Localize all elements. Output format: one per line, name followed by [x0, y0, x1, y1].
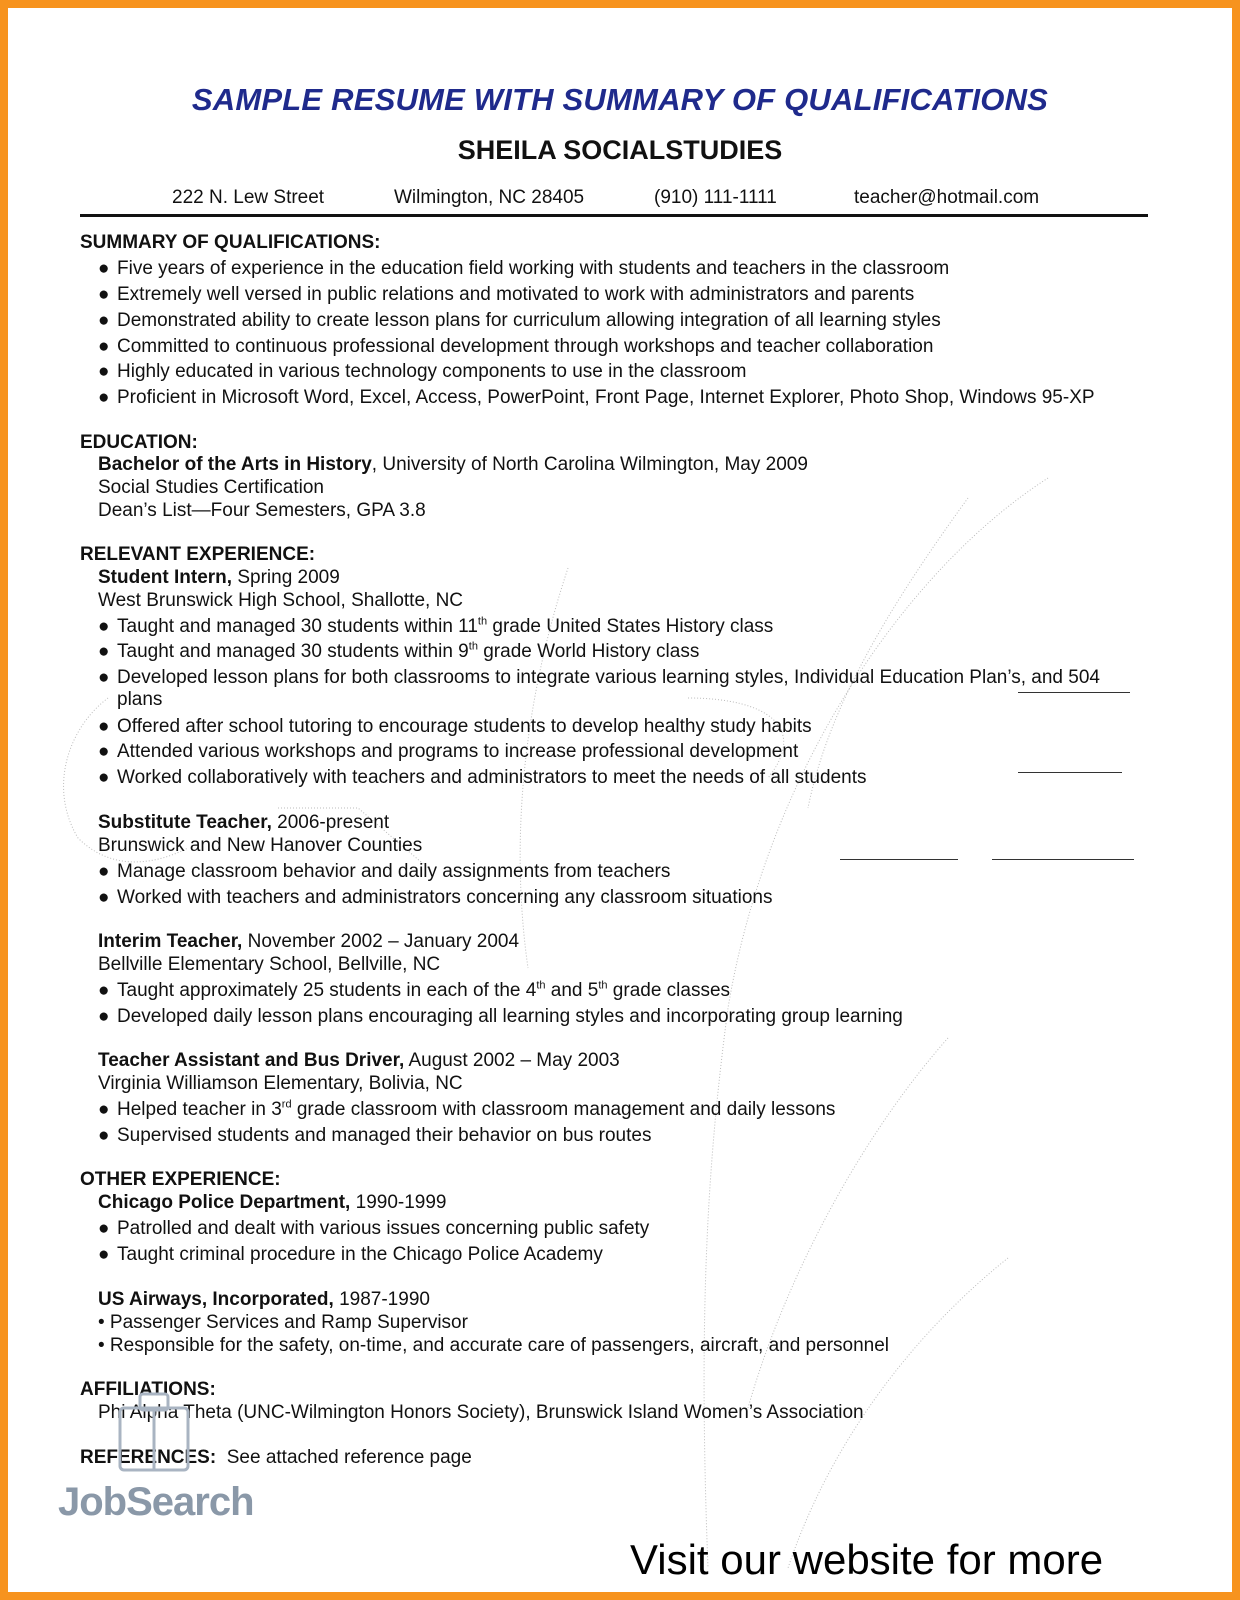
summary-bullet: ● Five years of experience in the education field working with students and teachers in the classroom: [98, 258, 950, 279]
decor-line: [992, 859, 1134, 860]
bullet-icon: ●: [98, 887, 110, 908]
contact-email[interactable]: teacher@hotmail.com: [854, 187, 1040, 208]
job-bullet: ● Taught approximately 25 students in each of the 4th and 5th grade classes: [98, 979, 731, 1001]
other-heading: OTHER EXPERIENCE:: [80, 1169, 281, 1190]
job-bullet-continuation: plans: [117, 689, 163, 710]
job-title: US Airways, Incorporated, 1987-1990: [98, 1289, 430, 1310]
visit-website-banner[interactable]: Visit our website for more: [630, 1536, 1104, 1583]
education-degree: Bachelor of the Arts in History, University of North Carolina Wilmington, May 2009: [98, 454, 808, 475]
bullet-icon: ●: [98, 310, 110, 331]
candidate-name: SHEILA SOCIALSTUDIES: [457, 135, 783, 165]
bullet-icon: ●: [98, 980, 110, 1001]
job-bullet: ● Manage classroom behavior and daily assignments from teachers: [98, 861, 671, 882]
bullet-icon: ●: [98, 258, 110, 279]
bullet-icon: ●: [98, 1244, 110, 1265]
bullet-icon: ●: [98, 1099, 110, 1120]
contact-city: Wilmington, NC 28405: [394, 187, 585, 208]
job-place: Virginia Williamson Elementary, Bolivia, NC: [98, 1073, 463, 1094]
decor-line: [1018, 692, 1130, 693]
bullet-icon: ●: [98, 667, 110, 688]
job-bullet: ● Patrolled and dealt with various issues concerning public safety: [98, 1218, 650, 1239]
job-bullet: ● Taught and managed 30 students within 11th grade United States History class: [98, 615, 774, 637]
affiliations-heading: AFFILIATIONS:: [80, 1379, 216, 1400]
affiliations-text: Phi Alpha Theta (UNC-Wilmington Honors Society), Brunswick Island Women’s Association: [98, 1402, 864, 1423]
contact-phone: (910) 111-1111: [654, 187, 777, 208]
decor-line: [840, 859, 958, 860]
bullet-icon: ●: [98, 861, 110, 882]
bullet-icon: ●: [98, 616, 110, 637]
job-bullet: ● Taught criminal procedure in the Chicago Police Academy: [98, 1244, 603, 1265]
bullet-icon: ●: [98, 1125, 110, 1146]
resume-title: SAMPLE RESUME WITH SUMMARY OF QUALIFICATIONS: [191, 82, 1049, 117]
contact-street: 222 N. Lew Street: [172, 187, 325, 208]
summary-bullet: ● Proficient in Microsoft Word, Excel, Access, PowerPoint, Front Page, Internet Explorer, Photo Shop, Windows 95-XP: [98, 387, 1095, 408]
job-place: Bellville Elementary School, Bellville, NC: [98, 954, 441, 975]
job-title: Substitute Teacher, 2006-present: [98, 812, 390, 833]
bullet-icon: ●: [98, 767, 110, 788]
bullet-icon: ●: [98, 284, 110, 305]
job-title: Interim Teacher, November 2002 – January 2004: [98, 931, 520, 952]
job-title: Chicago Police Department, 1990-1999: [98, 1192, 447, 1213]
summary-bullet: ● Committed to continuous professional development through workshops and teacher collaboration: [98, 336, 934, 357]
relevant-heading: RELEVANT EXPERIENCE:: [80, 544, 316, 565]
jobsearch-logo: JobSearch: [58, 1480, 254, 1524]
job-bullet: ● Supervised students and managed their behavior on bus routes: [98, 1125, 652, 1146]
job-bullet: • Passenger Services and Ramp Supervisor: [98, 1312, 468, 1333]
education-heading: EDUCATION:: [80, 432, 198, 453]
job-bullet: ● Taught and managed 30 students within 9th grade World History class: [98, 640, 700, 662]
summary-bullet: ● Demonstrated ability to create lesson plans for curriculum allowing integration of all learning styles: [98, 310, 941, 331]
bullet-icon: ●: [98, 1006, 110, 1027]
job-bullet: ● Attended various workshops and programs to increase professional development: [98, 741, 799, 762]
job-bullet: ● Worked collaboratively with teachers and administrators to meet the needs of all students: [98, 767, 867, 788]
education-honors: Dean’s List—Four Semesters, GPA 3.8: [98, 500, 426, 521]
bullet-icon: ●: [98, 741, 110, 762]
bullet-icon: ●: [98, 336, 110, 357]
decor-line: [1018, 772, 1122, 773]
summary-bullet: ● Highly educated in various technology components to use in the classroom: [98, 361, 747, 382]
bullet-icon: ●: [98, 716, 110, 737]
bullet-icon: ●: [98, 1218, 110, 1239]
job-bullet: ● Worked with teachers and administrators concerning any classroom situations: [98, 887, 773, 908]
summary-bullet: ● Extremely well versed in public relations and motivated to work with administrators and parents: [98, 284, 915, 305]
summary-heading: SUMMARY OF QUALIFICATIONS:: [80, 232, 381, 253]
job-title: Teacher Assistant and Bus Driver, August 2002 – May 2003: [98, 1050, 620, 1071]
resume-page: [8, 8, 1232, 1592]
job-bullet: ● Offered after school tutoring to encourage students to develop healthy study habits: [98, 716, 812, 737]
job-bullet: • Responsible for the safety, on-time, and accurate care of passengers, aircraft, and personnel: [98, 1335, 890, 1356]
job-title: Student Intern, Spring 2009: [98, 567, 340, 588]
education-certification: Social Studies Certification: [98, 477, 324, 498]
job-bullet: ● Developed lesson plans for both classrooms to integrate various learning styles, Individual Education Plan’s, and 504: [98, 667, 1100, 688]
bullet-icon: ●: [98, 361, 110, 382]
bullet-icon: ●: [98, 641, 110, 662]
job-place: West Brunswick High School, Shallotte, NC: [98, 590, 464, 611]
briefcase-icon: [112, 1386, 196, 1476]
job-place: Brunswick and New Hanover Counties: [98, 835, 423, 856]
job-bullet: ● Helped teacher in 3rd grade classroom with classroom management and daily lessons: [98, 1098, 836, 1120]
job-bullet: ● Developed daily lesson plans encouraging all learning styles and incorporating group learning: [98, 1006, 903, 1027]
references-line: REFERENCES: See attached reference page: [80, 1447, 472, 1468]
bullet-icon: ●: [98, 387, 110, 408]
header-divider: [80, 214, 1148, 217]
